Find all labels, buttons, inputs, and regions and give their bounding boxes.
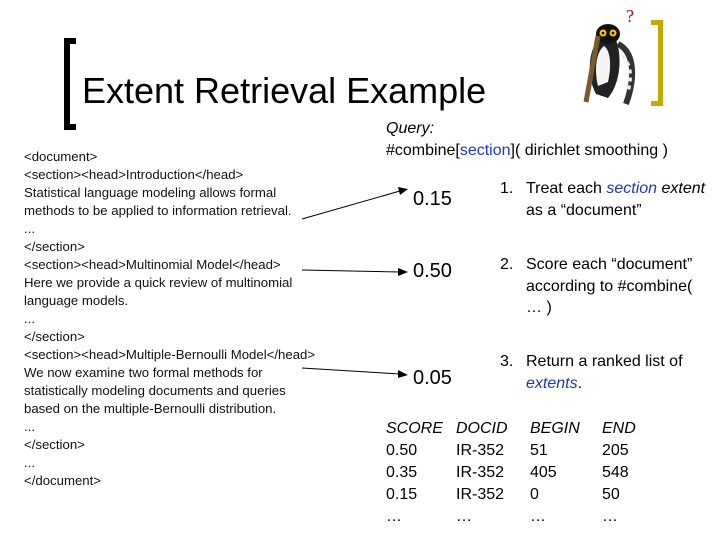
table-row bbox=[386, 506, 662, 528]
column-header: SCORE bbox=[386, 420, 443, 437]
step-number: 2. bbox=[500, 256, 514, 273]
step-emphasis: extents bbox=[526, 374, 578, 392]
step-text: . bbox=[577, 374, 583, 392]
document-line: ... bbox=[24, 311, 35, 326]
arrow-icon bbox=[300, 360, 412, 384]
step-2 bbox=[500, 254, 710, 319]
score-value: 0.05 bbox=[413, 367, 452, 389]
document-line: statistically modeling documents and queries bbox=[24, 383, 286, 398]
step-text: Score each “document” according to #combine( … ) bbox=[526, 256, 693, 316]
begin-cell: 405 bbox=[530, 464, 557, 481]
docid-cell: IR-352 bbox=[456, 442, 505, 459]
title-bracket-left bbox=[64, 38, 76, 130]
begin-cell: … bbox=[530, 508, 546, 525]
document-line: </document> bbox=[24, 473, 101, 488]
score-cell: 0.50 bbox=[386, 442, 418, 459]
score-value: 0.50 bbox=[413, 260, 452, 282]
document-line: Statistical language modeling allows formal bbox=[24, 185, 277, 200]
lemur-logo-icon bbox=[578, 6, 640, 106]
docid-cell: … bbox=[456, 508, 472, 525]
slide-title: Extent Retrieval Example bbox=[82, 70, 487, 111]
document-line: We now examine two formal methods for bbox=[24, 365, 263, 380]
begin-cell: 51 bbox=[530, 442, 548, 459]
step-3 bbox=[500, 351, 710, 394]
arrow-icon bbox=[300, 175, 412, 235]
step-1 bbox=[500, 178, 710, 221]
document-line: ... bbox=[24, 455, 35, 470]
document-line: <section><head>Multiple-Bernoulli Model</head> bbox=[24, 347, 316, 362]
table-row bbox=[386, 462, 662, 484]
document-line: </section> bbox=[24, 239, 85, 254]
step-text: as a “document” bbox=[526, 201, 642, 219]
document-line: ... bbox=[24, 221, 35, 236]
end-cell: 548 bbox=[602, 464, 629, 481]
document-line: Here we provide a quick review of multinomial bbox=[24, 275, 293, 290]
step-emphasis: section bbox=[606, 180, 658, 197]
step-emphasis: extent bbox=[657, 180, 706, 197]
document-line: </section> bbox=[24, 329, 85, 344]
query-prefix: #combine[ bbox=[386, 142, 460, 159]
document-line: ... bbox=[24, 419, 35, 434]
docid-cell: IR-352 bbox=[456, 464, 505, 481]
logo-question-mark: ? bbox=[626, 6, 634, 26]
document-line: <section><head>Introduction</head> bbox=[24, 167, 244, 182]
document-line: methods to be applied to information retrieval. bbox=[24, 203, 292, 218]
table-header-row bbox=[386, 418, 662, 440]
step-text: Treat each bbox=[526, 180, 607, 197]
score-cell: … bbox=[386, 508, 402, 525]
end-cell: 205 bbox=[602, 442, 629, 459]
query-suffix: ]( dirichlet smoothing ) bbox=[510, 142, 668, 159]
title-bracket-right bbox=[651, 20, 663, 106]
step-text: Return a ranked list of bbox=[526, 353, 683, 370]
end-cell: 50 bbox=[602, 486, 620, 503]
end-cell: … bbox=[602, 508, 618, 525]
score-cell: 0.15 bbox=[386, 486, 418, 503]
arrow-icon bbox=[300, 262, 412, 282]
step-number: 3. bbox=[500, 353, 514, 370]
query-expression bbox=[386, 142, 668, 160]
query-field: section bbox=[459, 142, 511, 159]
docid-cell: IR-352 bbox=[456, 486, 505, 503]
document-line: <document> bbox=[24, 149, 98, 164]
column-header: BEGIN bbox=[530, 420, 580, 437]
score-value: 0.15 bbox=[413, 188, 452, 210]
table-row bbox=[386, 440, 662, 462]
document-line: based on the multiple-Bernoulli distribution. bbox=[24, 401, 277, 416]
table-row bbox=[386, 484, 662, 506]
begin-cell: 0 bbox=[530, 486, 539, 503]
results-table bbox=[386, 418, 662, 528]
column-header: DOCID bbox=[456, 420, 508, 437]
query-label: Query: bbox=[386, 120, 435, 137]
step-number: 1. bbox=[500, 180, 514, 197]
document-line: language models. bbox=[24, 293, 129, 308]
document-line: <section><head>Multinomial Model</head> bbox=[24, 257, 281, 272]
column-header: END bbox=[602, 420, 636, 437]
score-cell: 0.35 bbox=[386, 464, 418, 481]
document-line: </section> bbox=[24, 437, 85, 452]
